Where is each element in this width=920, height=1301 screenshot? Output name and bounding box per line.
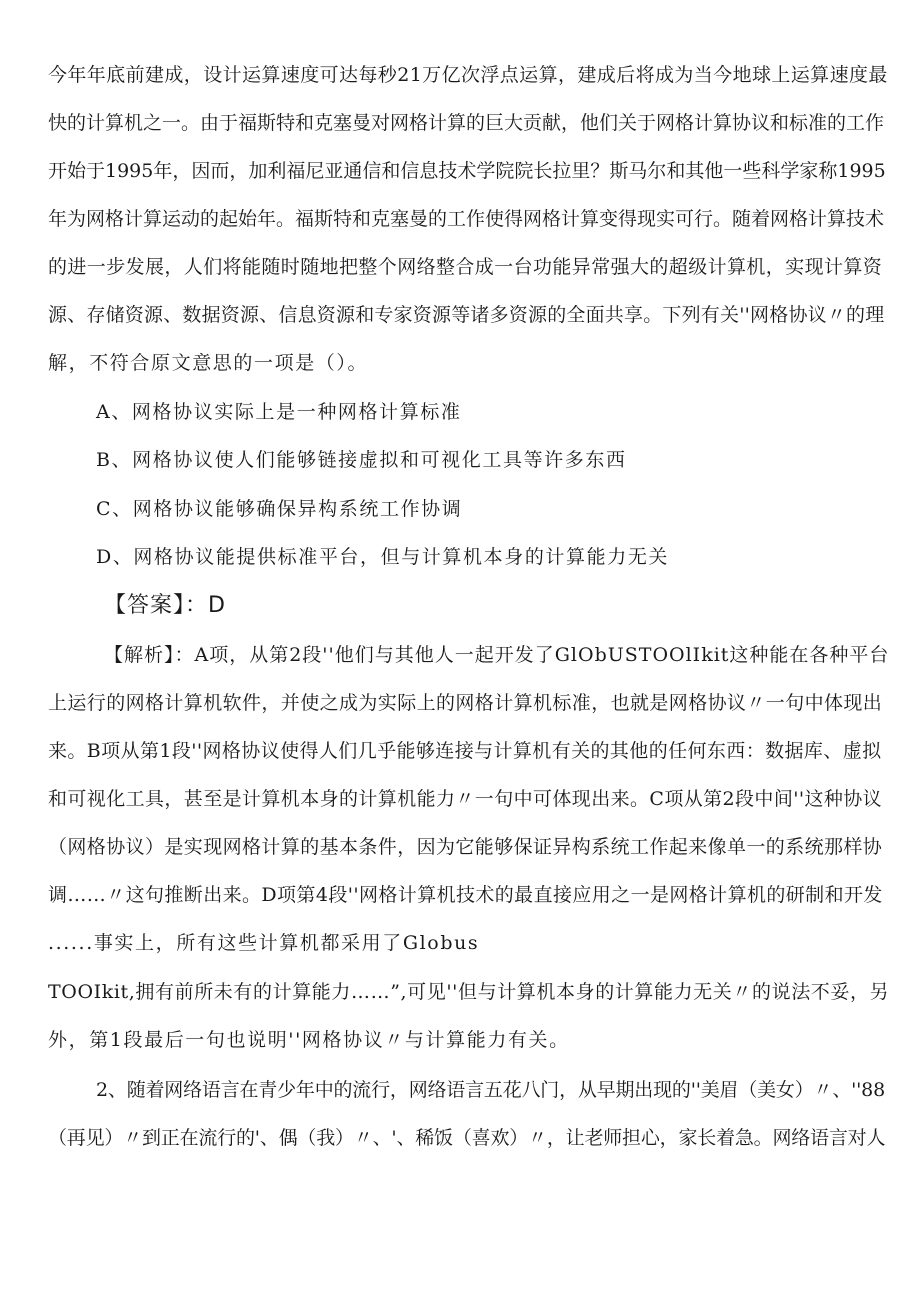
- question2-line: 2、随着网络语言在青少年中的流行，网络语言五花八门，从早期出现的''美眉（美女）〃、''88: [96, 1079, 885, 1101]
- analysis-line: 【解析】：A项，从第2段''他们与其他人一起开发了GlObUSTOOlIkit这种能在各种平台: [104, 644, 890, 666]
- analysis-line: 上运行的网格计算机软件，并使之成为实际上的网格计算机标准，也就是网格协议〃一句中体现出: [48, 692, 883, 714]
- analysis-line: ......事实上，所有这些计算机都采用了Globus: [48, 932, 480, 954]
- passage-line: 快的计算机之一。由于福斯特和克塞曼对网格计算的巨大贡献，他们关于网格计算协议和标准的工作: [48, 112, 885, 134]
- analysis-line: TOOIkit,拥有前所未有的计算能力……”,可见''但与计算机本身的计算能力无关〃的说法不妥，另: [48, 981, 890, 1003]
- answer-label: 【答案】：D: [104, 593, 226, 618]
- analysis-line: 和可视化工具，甚至是计算机本身的计算机能力〃一句中可体现出来。C项从第2段中间''这种协议: [48, 788, 883, 810]
- analysis-line: 外，第1段最后一句也说明''网格协议〃与计算能力有关。: [48, 1029, 570, 1051]
- passage-line: 源、存储资源、数据资源、信息资源和专家资源等诸多资源的全面共享。下列有关''网格协议〃的理: [48, 304, 885, 326]
- analysis-line: 调……〃这句推断出来。D项第4段''网格计算机技术的最直接应用之一是网格计算机的研制和开发: [48, 884, 883, 906]
- option-a: A、网格协议实际上是一种网格计算标准: [96, 401, 462, 423]
- passage-line: 年为网格计算运动的起始年。福斯特和克塞曼的工作使得网格计算变得现实可行。随着网格计算技术: [48, 208, 885, 230]
- question2-line: （再见）〃到正在流行的'、偶（我）〃、'、稀饭（喜欢）〃，让老师担心，家长着急。网络语言对人: [48, 1127, 886, 1149]
- option-b: B、网格协议使人们能够链接虚拟和可视化工具等许多东西: [96, 449, 627, 471]
- passage-line: 今年年底前建成，设计运算速度可达每秒21万亿次浮点运算，建成后将成为当今地球上运算速度最: [48, 64, 888, 86]
- analysis-line: 来。B项从第1段''网格协议使得人们几乎能够连接与计算机有关的其他的任何东西：数据库、虚拟: [48, 740, 882, 762]
- option-d: D、网格协议能提供标准平台，但与计算机本身的计算能力无关: [96, 546, 670, 568]
- passage-line: 开始于1995年，因而，加利福尼亚通信和信息技术学院院长拉里？斯马尔和其他一些科学家称1995: [48, 160, 886, 182]
- analysis-line: （网格协议）是实现网格计算的基本条件，因为它能够保证异构系统工作起来像单一的系统那样协: [48, 836, 883, 858]
- option-c: C、网格协议能够确保异构系统工作协调: [96, 498, 463, 520]
- passage-line: 解，不符合原文意思的一项是（）。: [48, 352, 369, 374]
- passage-line: 的进一步发展，人们将能随时随地把整个网络整合成一台功能异常强大的超级计算机，实现计算资: [48, 256, 883, 278]
